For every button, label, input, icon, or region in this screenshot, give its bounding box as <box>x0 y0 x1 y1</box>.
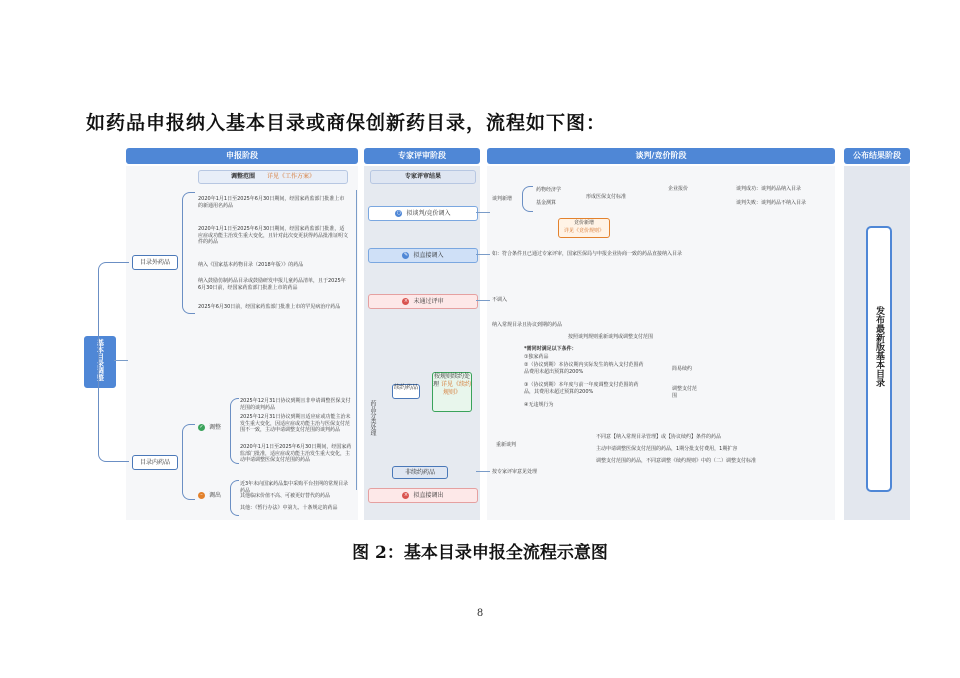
scope-ref: 详见《工作方案》 <box>266 173 315 180</box>
neg-left-top: 谈判新增 <box>492 196 513 202</box>
scope-label: 调整范围 <box>231 173 256 180</box>
outside-drugs-node: 目录外药品 <box>132 255 178 270</box>
right-note-2: 主动申请调整医保支付范围的药品，1期分批支付费用，1期扩容 <box>596 446 738 452</box>
reject-note: 不调入 <box>492 297 508 303</box>
check-icon: ✓ <box>199 424 204 430</box>
result-direct-out <box>368 488 478 503</box>
panel-negotiate <box>487 166 835 520</box>
renew-note-1: 纳入常规目录且协议到期的药品 <box>492 322 563 328</box>
final-catalog-node <box>866 226 892 492</box>
cross-icon: × <box>403 298 409 304</box>
bid-note: 竞价新增 <box>573 220 594 226</box>
stage-header-apply: 申报阶段 <box>126 148 358 164</box>
neg-bracket <box>522 186 533 212</box>
stage-header-negotiate: 谈判/竞价阶段 <box>487 148 835 164</box>
inside-drugs-node: 目录内药品 <box>132 455 178 470</box>
minus-icon: – <box>198 492 205 499</box>
adjust-branch <box>198 424 228 432</box>
result-rejected <box>368 294 478 309</box>
adjust-label: 调整 <box>209 424 222 431</box>
renew-condition-2: ②（协议到期）本协议期内实际发生的纳入支付范围药品费用未超出预算的200% <box>524 362 644 375</box>
bid-node <box>558 218 610 238</box>
scope-pill <box>198 170 348 184</box>
classify-label: 药品分类处理 <box>369 400 376 436</box>
neg-fail: 谈判失败：谈判药品不纳入目录 <box>736 200 807 206</box>
outside-item-5: 2025年6月30日前，经国家药监部门批准上市的罕见病治疗药品 <box>198 304 341 310</box>
company-price: 企业报价 <box>668 186 689 192</box>
result-direct-in <box>368 248 478 263</box>
renew-note-2: 按照谈判规则重新谈判或调整支付范围 <box>568 334 654 340</box>
circle-icon: ○ <box>396 210 402 216</box>
renew-condition-3: ③（协议到期）本年度与前一年度调整支付范围的药品，其费用未超过预算的200% <box>524 382 639 395</box>
page-number: 8 <box>476 608 484 619</box>
remove-bracket <box>230 480 239 516</box>
non-renew-node: 非续约药品 <box>392 466 448 479</box>
stage-header-publish: 公布结果阶段 <box>844 148 910 164</box>
edit-icon: ✎ <box>403 252 409 258</box>
result-direct-in-label: 拟直接调入 <box>413 252 444 259</box>
continue-node: 续约药品 <box>392 384 420 399</box>
form-price: 形成医保支付标准 <box>586 194 627 200</box>
renew-method-label: 按规则续约处理 <box>433 373 470 388</box>
price-a: 药物经济学 <box>536 187 562 193</box>
outside-item-1: 2020年1月1日至2025年6月30日期间，经国家药监部门批准上市的新通用名药品 <box>198 196 345 209</box>
non-renew-note: 按专家评审意见处理 <box>492 469 538 475</box>
connector-review-1 <box>476 212 490 213</box>
page-heading: 如药品申报纳入基本目录或商保创新药目录，流程如下图： <box>86 112 607 134</box>
bid-rule: 详见《竞价规则》 <box>563 228 604 234</box>
renew-condition-0: *需同时满足以下条件： <box>524 346 577 352</box>
final-catalog-label: 发布最新版基本目录 <box>874 306 884 387</box>
direct-note: 如：符合条件且已通过专家评审，国家医保局与申报企业协商一致的药品直接纳入目录 <box>492 251 683 257</box>
review-result-pill: 专家评审结果 <box>370 170 476 184</box>
outside-item-3: 纳入《国家基本药物目录（2018年版）》的药品 <box>198 262 304 268</box>
connector-review-3 <box>476 300 490 301</box>
renew-condition-1: ①独家药品 <box>524 354 549 360</box>
stage-header-review: 专家评审阶段 <box>364 148 480 164</box>
neg-success: 谈判成功：谈判药品纳入目录 <box>736 186 802 192</box>
renew-ref: 详见《续约规则》 <box>440 381 471 396</box>
result-rejected-label: 未通过评审 <box>413 298 444 305</box>
adjust-item-2: 2025年12月31日协议到期且适应症或功能主治未发生重大变化，因适应症或功能主治与医保支付范围不一致，主动申请调整支付范围的谈判药品 <box>240 414 351 433</box>
inside-bracket <box>182 424 195 500</box>
result-direct-out-label: 拟直接调出 <box>413 492 444 499</box>
remove-item-3: 其他：《暂行办法》中第九、十条规定的药品 <box>240 505 338 511</box>
adjust-bracket <box>230 398 239 464</box>
outside-bracket <box>182 192 195 314</box>
remove-label: 调出 <box>209 492 222 499</box>
connector-review-2 <box>476 254 490 255</box>
remove-item-1: 近3年未向国家药品集中采购平台挂网的常规目录药品 <box>240 481 349 494</box>
adjust-item-1: 2025年12月31日协议到期且非申请调整医保支付范围的谈判药品 <box>240 398 351 411</box>
root-label: 基本目录调整 <box>96 339 105 381</box>
mid-label-adjust: 调整支付范围 <box>672 386 698 399</box>
figure-caption: 图 2：基本目录申报全流程示意图 <box>352 543 608 563</box>
result-negotiate <box>368 206 478 221</box>
root-bracket <box>98 262 129 462</box>
renew-method-node <box>432 372 472 412</box>
outside-item-2: 2020年1月1日至2025年6月30日期间，经国家药监部门批准，适应症或功能主治发生重大变化，且针对此次变更获得药品批准证明文件的药品 <box>198 226 349 245</box>
price-b: 基金测算 <box>536 200 557 206</box>
mid-label-renegotiate: 重新谈判 <box>496 442 517 448</box>
renew-condition-4: ④无违规行为 <box>524 402 554 408</box>
connector-review-4 <box>476 471 490 472</box>
outside-item-4: 纳入鼓励仿制药品目录或鼓励研发申报儿童药品清单，且于2025年6月30日前，经国家药监部门批准上市的药品 <box>198 278 346 291</box>
right-note-1: 不同意【纳入常规目录管理】或【协议续约】条件的药品 <box>596 434 722 440</box>
remove-branch <box>198 492 228 500</box>
cross-icon: × <box>403 492 409 498</box>
remove-item-2: 其他临床价值不高、可被更好替代的药品 <box>240 493 331 499</box>
connector-apply-review <box>356 190 357 490</box>
right-note-3: 调整支付范围的药品，不同意调整《续约规则》中的（二）调整支付标准 <box>596 458 757 464</box>
mid-label-simple: 简易续约 <box>672 366 693 372</box>
result-negotiate-label: 拟谈判/竞价调入 <box>406 210 451 217</box>
adjust-item-3: 2020年1月1日至2025年6月30日期间，经国家药监部门批准，适应症或功能主治发生重大变化，主动申请调整医保支付范围的药品 <box>240 444 352 463</box>
